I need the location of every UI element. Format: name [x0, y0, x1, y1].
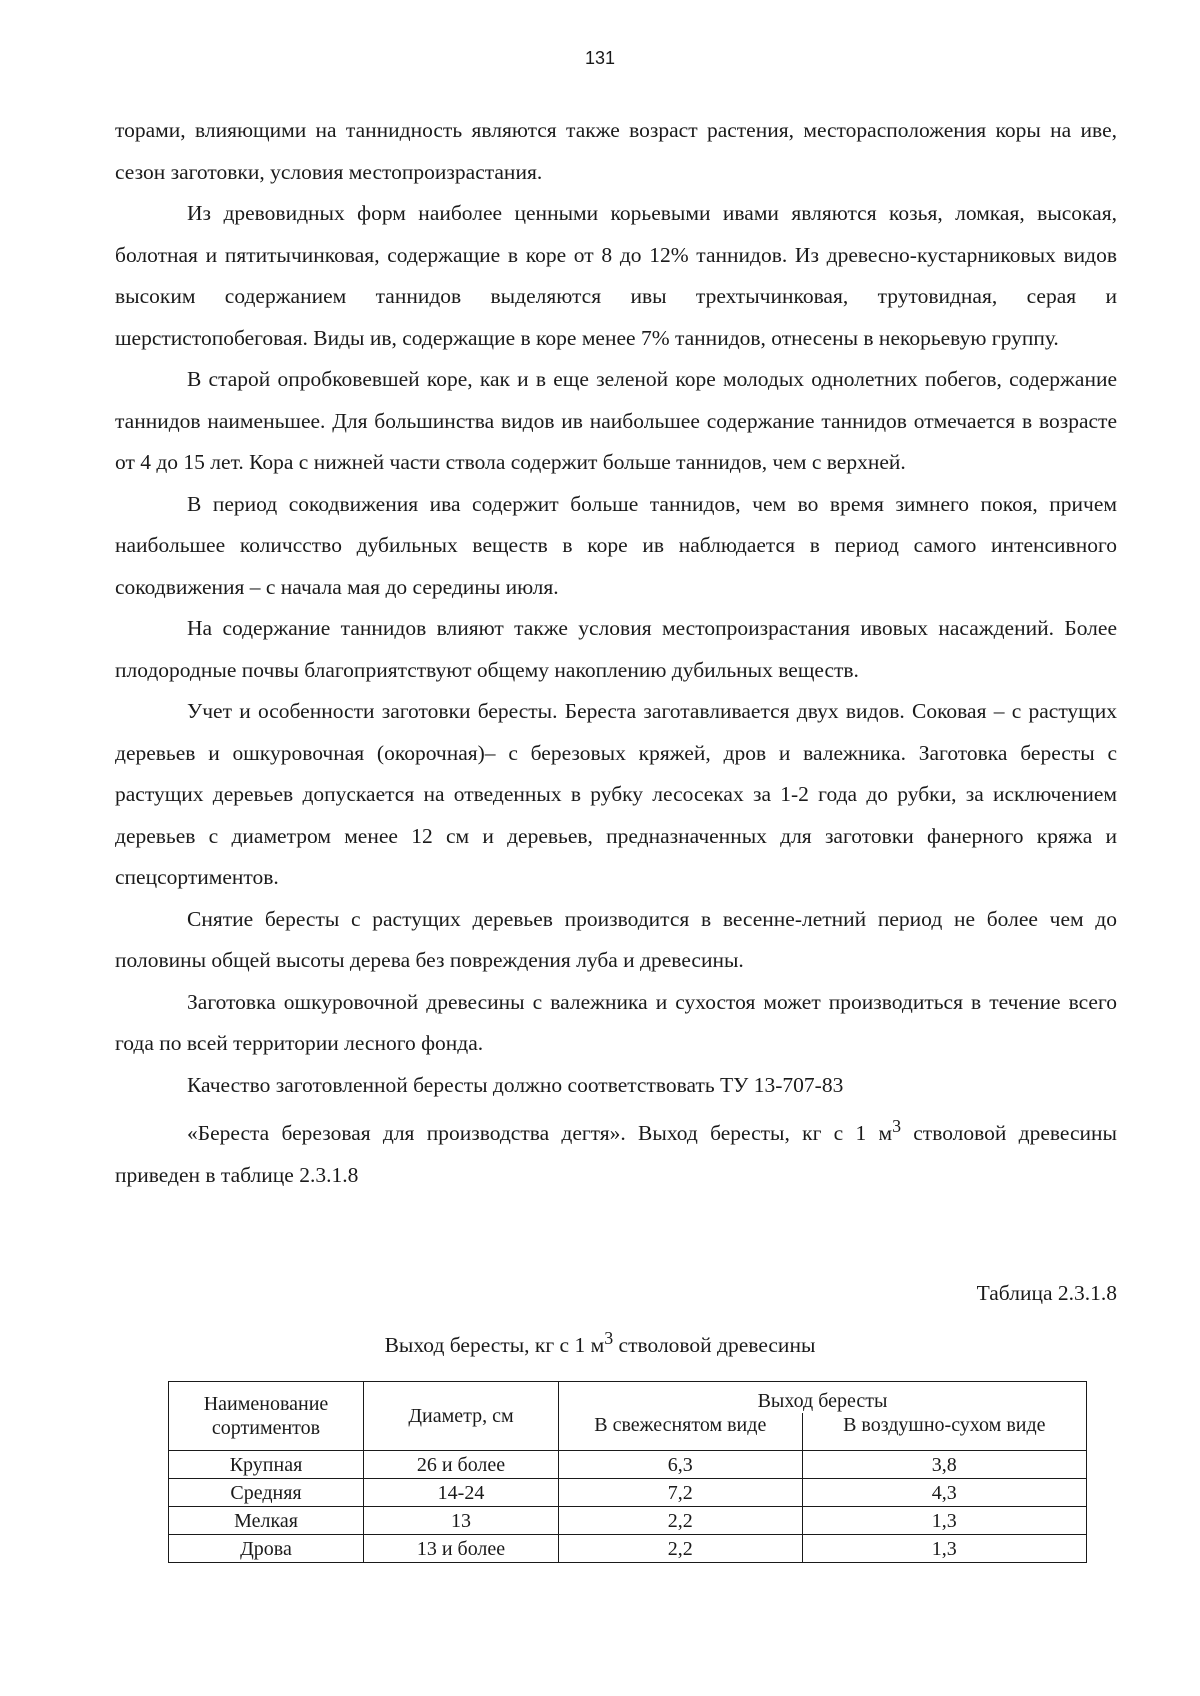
table-caption — [0, 1328, 1200, 1358]
header-dry: В воздушно-сухом виде — [802, 1413, 1086, 1451]
cell-name: Мелкая — [169, 1507, 364, 1535]
header-yield-group: Выход бересты — [559, 1382, 1087, 1413]
paragraph-3: В старой опробковевшей коре, как и в еще зеленой коре молодых однолетних побегов, содержание таннидов наименьшее. Для большинства видов ив наибольшее содержание таннидов отмечается в возрасте от 4 до 15 лет. Кора с нижней части ствола содержит больше таннидов, чем с верхней. — [115, 367, 1117, 474]
table-caption-superscript: 3 — [604, 1328, 614, 1348]
cell-dry: 1,3 — [802, 1535, 1086, 1563]
cell-diameter: 13 и более — [364, 1535, 559, 1563]
paragraph-7: Снятие бересты с растущих деревьев производится в весенне-летний период не более чем до половины общей высоты дерева без повреждения луба и древесины. — [115, 906, 1117, 972]
header-diameter: Диаметр, см — [364, 1382, 559, 1451]
cell-name: Средняя — [169, 1479, 364, 1507]
cell-fresh: 2,2 — [559, 1535, 803, 1563]
header-fresh: В свежеснятом виде — [559, 1413, 803, 1451]
table-row — [169, 1451, 1087, 1479]
cell-fresh: 7,2 — [559, 1479, 803, 1507]
paragraph-1: торами, влияющими на таннидность являются также возраст растения, месторасположения коры на иве, сезон заготовки, условия местопроизрастания. — [115, 118, 1117, 184]
document-body — [115, 110, 1117, 1196]
cell-name: Дрова — [169, 1535, 364, 1563]
cell-dry: 1,3 — [802, 1507, 1086, 1535]
cell-fresh: 2,2 — [559, 1507, 803, 1535]
table-caption-text-b: стволовой древесины — [613, 1333, 816, 1358]
header-name: Наименование сортиментов — [169, 1382, 364, 1451]
cell-fresh: 6,3 — [559, 1451, 803, 1479]
cell-name: Крупная — [169, 1451, 364, 1479]
paragraph-8: Заготовка ошкуровочной древесины с валежника и сухостоя может производиться в течение всего года по всей территории лесного фонда. — [115, 989, 1117, 1055]
cell-diameter: 13 — [364, 1507, 559, 1535]
paragraph-10 — [115, 1106, 1117, 1196]
table-label: Таблица 2.3.1.8 — [976, 1281, 1117, 1305]
cell-diameter: 26 и более — [364, 1451, 559, 1479]
table-row — [169, 1479, 1087, 1507]
superscript-3: 3 — [892, 1116, 902, 1136]
paragraph-2: Из древовидных форм наиболее ценными корьевыми ивами являются козья, ломкая, высокая, болотная и пятитычинковая, содержащие в коре от 8 до 12% таннидов. Из древесно-кустарниковых видов высоким содержанием таннидов выделяются ивы трехтычинковая, трутовидная, серая и шерстистопобеговая. Виды ив, содержащие в коре менее 7% таннидов, отнесены в некорьевую группу. — [115, 201, 1117, 350]
table-caption-text-a: Выход бересты, кг с 1 м — [384, 1333, 605, 1358]
paragraph-4: В период сокодвижения ива содержит больше таннидов, чем во время зимнего покоя, причем наибольшее количсство дубильных веществ в коре ив наблюдается в период самого интенсивного сокодвижения – с начала мая до середины июля. — [115, 491, 1117, 599]
cell-dry: 4,3 — [802, 1479, 1086, 1507]
paragraph-10-text-b: стволовой древесины приведен в таблице 2.3.1.8 — [115, 1121, 1118, 1187]
paragraph-9: Качество заготовленной бересты должно соответствовать ТУ 13-707-83 — [187, 1072, 844, 1097]
paragraph-10-text-a: «Береста березовая для производства дегтя». Выход бересты, кг с 1 м — [187, 1121, 893, 1146]
cell-dry: 3,8 — [802, 1451, 1086, 1479]
page-number: 131 — [584, 48, 616, 68]
cell-diameter: 14-24 — [364, 1479, 559, 1507]
table-row — [169, 1507, 1087, 1535]
paragraph-5: На содержание таннидов влияют также условия местопроизрастания ивовых насаждений. Более плодородные почвы благоприятствуют общему накоплению дубильных веществ. — [115, 616, 1117, 682]
yield-table — [168, 1381, 1087, 1563]
table-row — [169, 1535, 1087, 1563]
paragraph-6: Учет и особенности заготовки бересты. Береста заготавливается двух видов. Соковая – с растущих деревьев и ошкуровочная (окорочная)– с березовых кряжей, дров и валежника. Заготовка бересты с растущих деревьев допускается на отведенных в рубку лесосеках за 1-2 года до рубки, за исключением деревьев с диаметром менее 12 см и деревьев, предназначенных для заготовки фанерного кряжа и спецсортиментов. — [115, 699, 1117, 889]
